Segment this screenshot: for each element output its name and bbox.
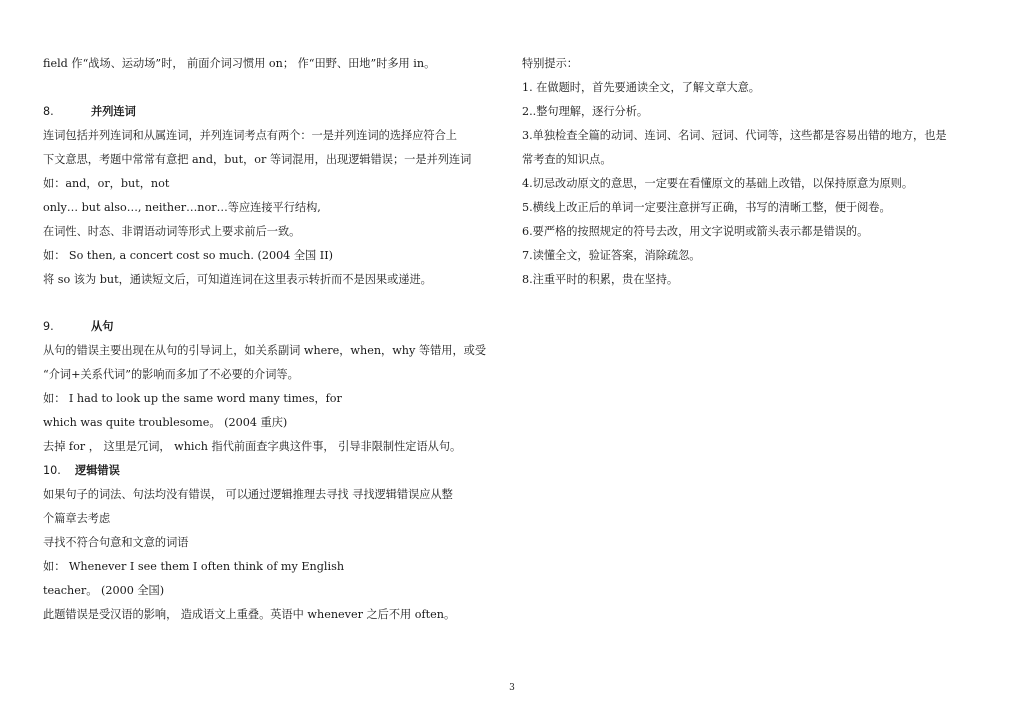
section-8-line: 下文意思，考题中常常有意把 and，but，or 等词混用，出现逻辑错误；一是并列连词 [43,153,472,166]
section-10-line: 寻找不符合句意和文意的词语 [43,536,189,549]
section-10-example: 如： Whenever I see them I often think of my English [43,560,345,573]
intro-line: field 作“战场、运动场”时， 前面介词习惯用 on； 作“田野、田地”时多用 in。 [43,57,436,70]
tips-title: 特别提示： [522,57,578,70]
section-10-line: teacher。 (2000 全国) [43,584,165,597]
section-9-line: which was quite troublesome。 (2004 重庆) [43,416,288,429]
tip-item: 2..整句理解，逐行分析。 [522,105,649,118]
section-10-line: 个篇章去考虑 [43,512,111,525]
section-8-title: 并列连词 [91,105,136,118]
section-9-line: “介词+关系代词”的影响而多加了不必要的介词等。 [43,368,299,381]
section-10-heading [43,463,120,479]
section-9-line: 去掉 for ， 这里是冗词， which 指代前面查字典这件事， 引导非限制性定语从句。 [43,440,462,453]
section-9-line: 从句的错误主要出现在从句的引导词上，如关系副词 where，when，why 等错用，或受 [43,344,487,357]
tip-item: 常考查的知识点。 [522,153,612,166]
tip-item: 7.读懂全文，验证答案，消除疏忽。 [522,249,701,262]
section-8-heading [43,104,136,120]
section-10-number: 10. [43,464,61,477]
section-10-title: 逻辑错误 [75,464,120,477]
section-8-line: 如：and，or，but，not [43,177,170,190]
tip-item: 3.单独检查全篇的动词、连词、名词、冠词、代词等，这些都是容易出错的地方，也是 [522,129,947,142]
tip-item: 1. 在做题时，首先要通读全文，了解文章大意。 [522,81,760,94]
section-10-line: 如果句子的词法、句法均没有错误， 可以通过逻辑推理去寻找 寻找逻辑错误应从整 [43,488,453,501]
section-8-line: 连词包括并列连词和从属连词，并列连词考点有两个：一是并列连词的选择应符合上 [43,129,457,142]
section-8-example: 如： So then, a concert cost so much. (2004 全国 II) [43,249,333,262]
section-8-line: 将 so 该为 but，通读短文后，可知道连词在这里表示转折而不是因果或递进。 [43,273,432,286]
tip-item: 4.切忌改动原文的意思，一定要在看懂原文的基础上改错，以保持原意为原则。 [522,177,914,190]
tip-item: 8.注重平时的积累，贵在坚持。 [522,273,679,286]
tip-item: 6.要严格的按照规定的符号去改，用文字说明或箭头表示都是错误的。 [522,225,869,238]
section-9-title: 从句 [91,320,114,333]
section-8-number: 8. [43,105,54,118]
section-9-heading [43,319,113,335]
page-number: 3 [509,683,515,693]
tip-item: 5.横线上改正后的单词一定要注意拼写正确，书写的清晰工整，便于阅卷。 [522,201,891,214]
section-9-example: 如： I had to look up the same word many times，for [43,392,342,405]
section-8-line: only… but also…, neither…nor…等应连接平行结构, [43,201,321,214]
section-10-line: 此题错误是受汉语的影响， 造成语文上重叠。英语中 whenever 之后不用 often。 [43,608,456,621]
section-9-number: 9. [43,320,54,333]
section-8-line: 在词性、时态、非谓语动词等形式上要求前后一致。 [43,225,301,238]
